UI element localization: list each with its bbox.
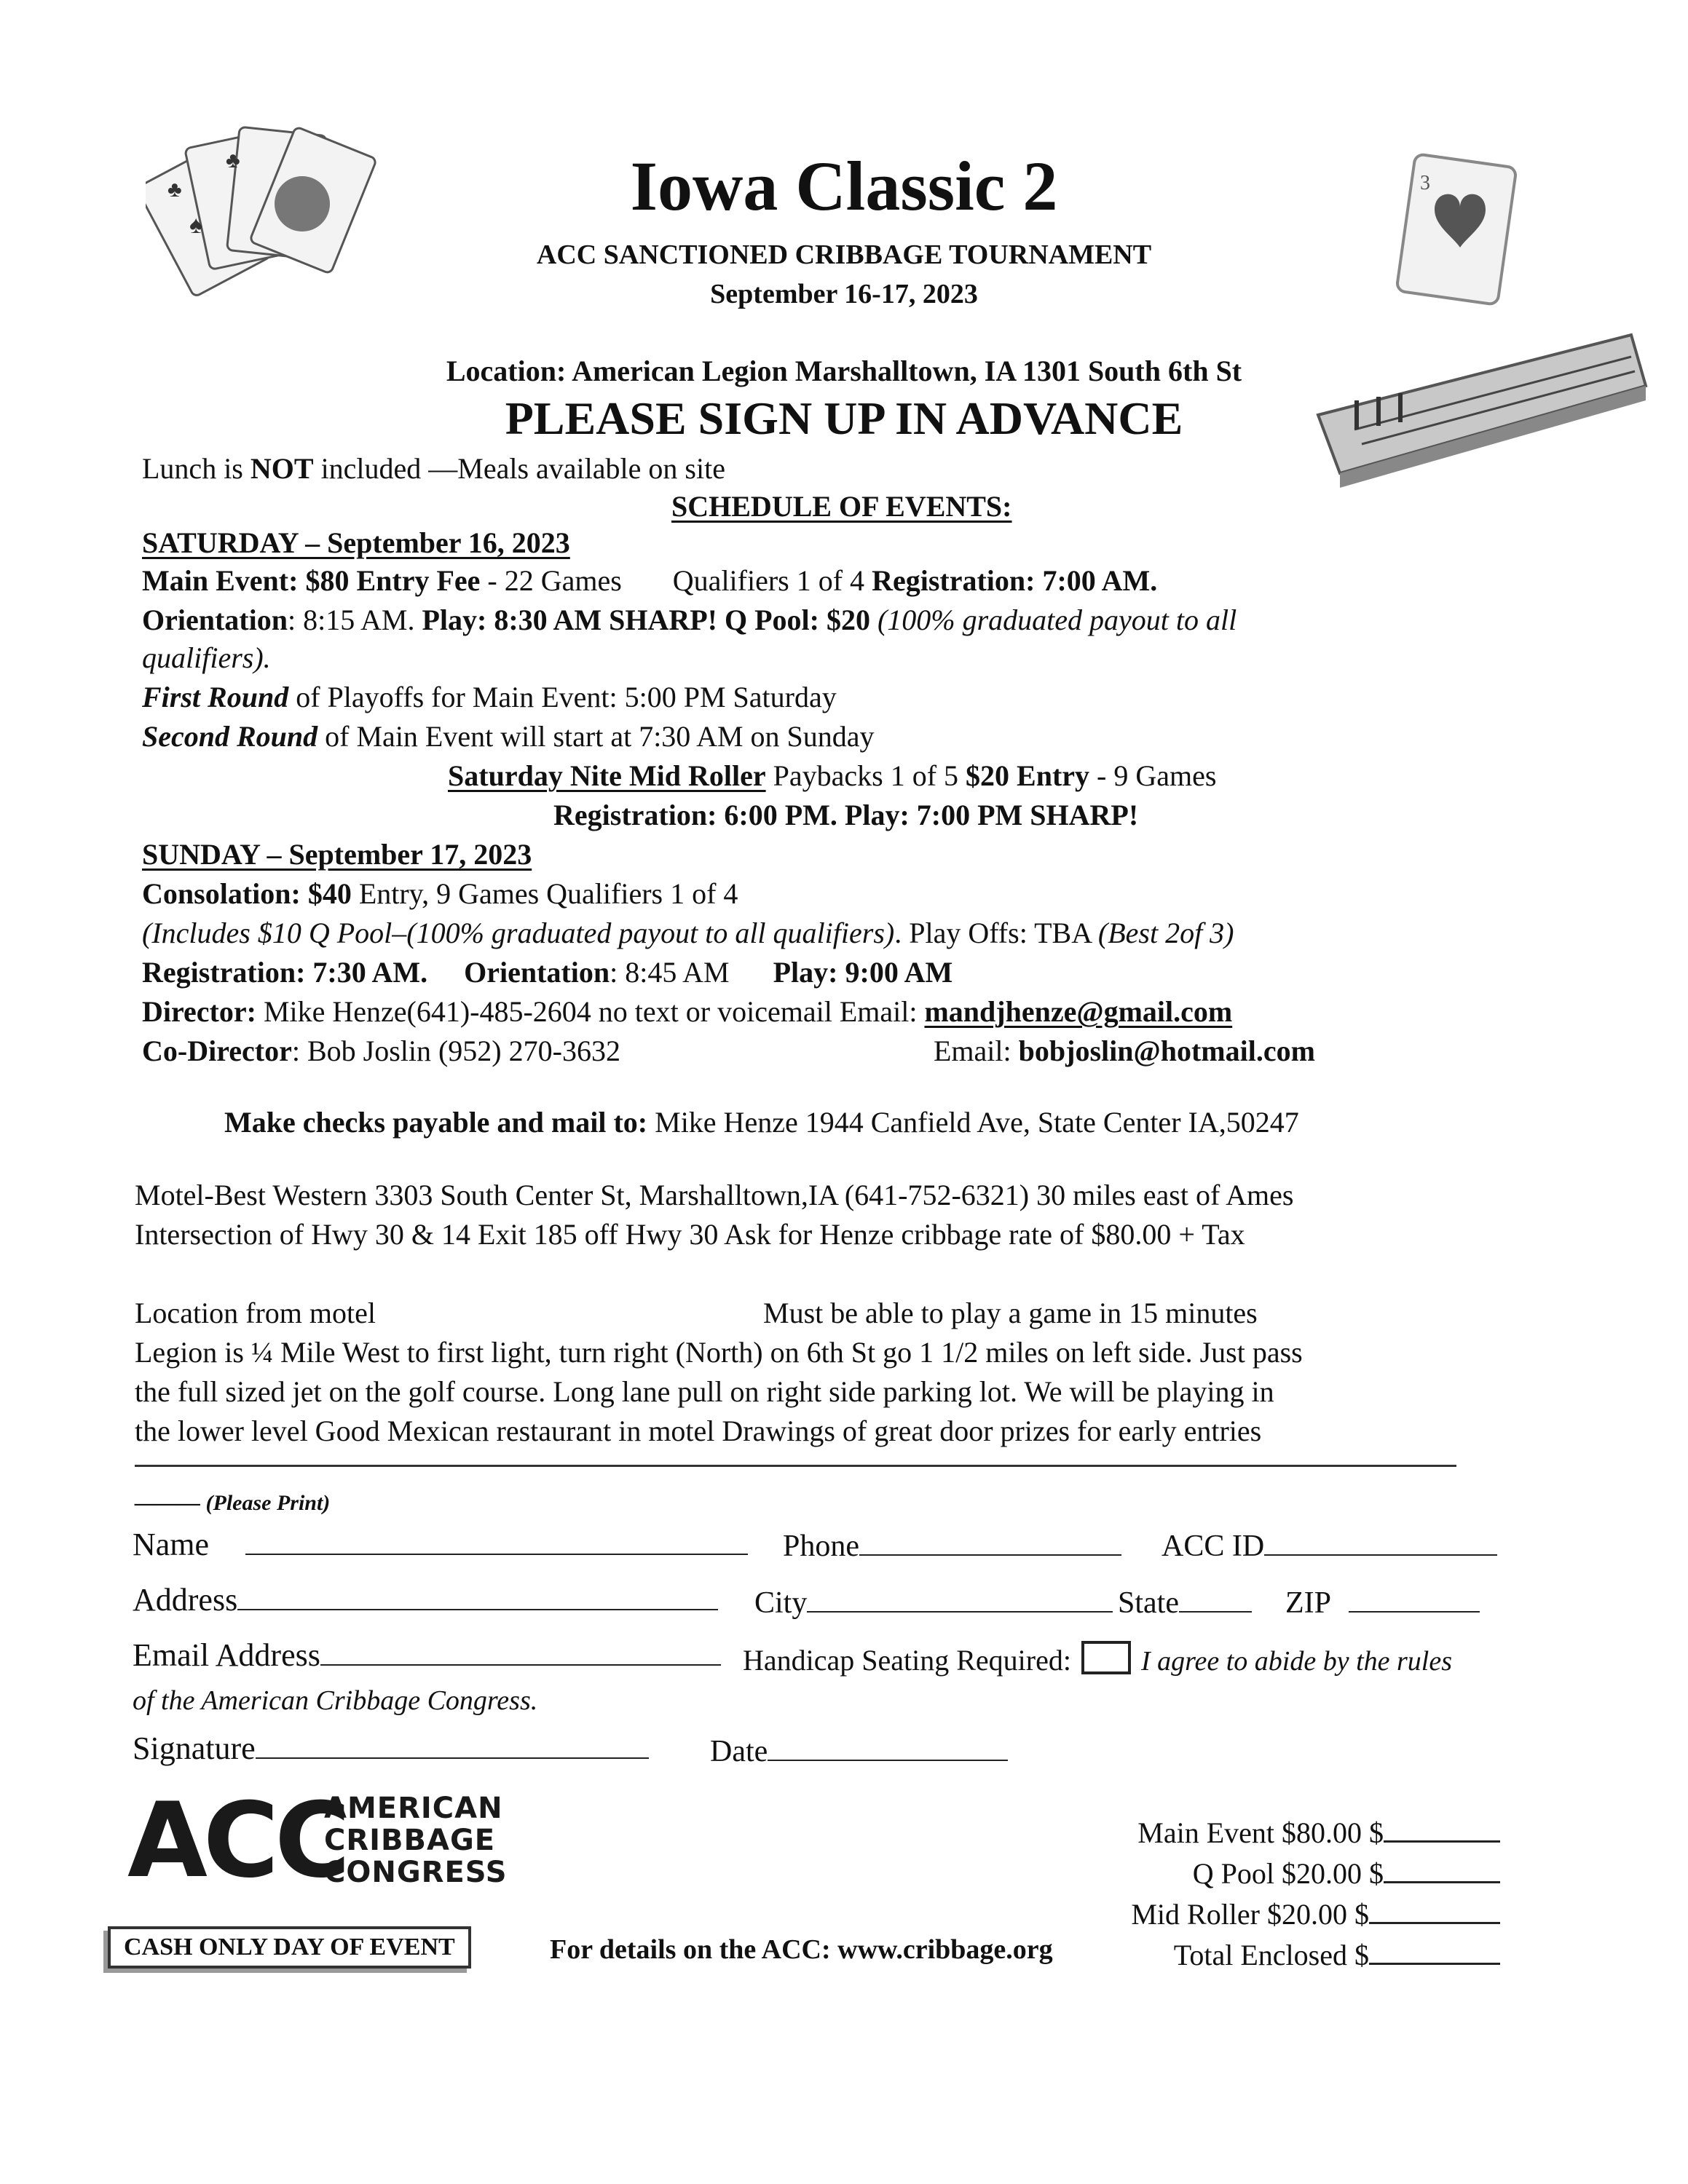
date-field[interactable]: Date — [710, 1734, 1008, 1769]
state-field[interactable]: State — [1118, 1586, 1252, 1621]
svg-text:♣: ♣ — [226, 149, 240, 173]
city-field[interactable]: City — [754, 1586, 1113, 1621]
motel-line-2: Intersection of Hwy 30 & 14 Exit 185 off Hwy 30 Ask for Henze cribbage rate of $80.00 + Tax — [135, 1218, 1245, 1251]
page-title: Iowa Classic 2 — [630, 147, 1058, 225]
acc-logo — [127, 1781, 508, 1901]
acc-logo-letters: ACC — [127, 1781, 347, 1901]
event-dates: September 16-17, 2023 — [710, 279, 978, 309]
please-print-label: ——— (Please Print) — [135, 1491, 331, 1515]
director-line: Director: Mike Henze(641)-485-2604 no text or voicemail Email: mandjhenze@gmail.com — [142, 995, 1233, 1028]
agree-rules-cont: of the American Cribbage Congress. — [133, 1685, 538, 1716]
cut-line-divider — [135, 1465, 1456, 1467]
director-email-link[interactable]: mandjhenze@gmail.com — [924, 995, 1233, 1028]
handicap-checkbox[interactable] — [1081, 1641, 1131, 1674]
directions-label: Location from motel — [135, 1297, 376, 1329]
consolation-line: Consolation: $40 Entry, 9 Games Qualifiers 1 of 4 — [142, 877, 738, 910]
name-input-line[interactable] — [245, 1532, 748, 1555]
mid-roller-registration: Registration: 6:00 PM. Play: 7:00 PM SHARP! — [553, 799, 1139, 831]
second-round-line: Second Round of Main Event will start at 7:30 AM on Sunday — [142, 720, 875, 753]
email-field[interactable]: Email Address — [133, 1637, 721, 1674]
codirector-email-line: Email: bobjoslin@hotmail.com — [934, 1034, 1315, 1067]
acc-id-input-line[interactable] — [1264, 1532, 1497, 1556]
fee-mid-roller[interactable]: Mid Roller $20.00 $ — [1078, 1894, 1500, 1935]
acc-details-line: For details on the ACC: www.cribbage.org — [550, 1934, 1053, 1965]
payout-note-cont: qualifiers). — [142, 641, 271, 674]
codirector-line: Co-Director: Bob Joslin (952) 270-3632 — [142, 1034, 620, 1067]
signature-field[interactable]: Signature — [133, 1730, 649, 1767]
acc-id-field[interactable]: ACC ID — [1162, 1529, 1497, 1564]
fee-summary — [1078, 1813, 1500, 1976]
phone-input-line[interactable] — [859, 1532, 1121, 1556]
directions-line-1: Legion is ¼ Mile West to first light, turn right (North) on 6th St go 1 1/2 miles on left side. Just pass — [135, 1336, 1303, 1369]
svg-text:♣: ♣ — [167, 178, 182, 202]
address-input-line[interactable] — [237, 1587, 718, 1610]
payment-line: Make checks payable and mail to: Mike Henze 1944 Canfield Ave, State Center IA,50247 — [224, 1106, 1299, 1139]
main-event-line: Main Event: $80 Entry Fee - 22 Games Qualifiers 1 of 4 Registration: 7:00 AM. — [142, 564, 1158, 597]
lunch-note: Lunch is NOT included —Meals available on site — [142, 452, 725, 485]
signup-banner: PLEASE SIGN UP IN ADVANCE — [505, 392, 1183, 444]
svg-text:♠: ♠ — [189, 212, 203, 239]
city-input-line[interactable] — [807, 1589, 1113, 1613]
subtitle: ACC SANCTIONED CRIBBAGE TOURNAMENT — [536, 240, 1152, 270]
svg-text:3: 3 — [1420, 172, 1430, 194]
date-input-line[interactable] — [768, 1738, 1008, 1761]
mid-roller-line: Saturday Nite Mid Roller Paybacks 1 of 5 $20 Entry - 9 Games — [448, 759, 1217, 792]
zip-input-line[interactable] — [1349, 1589, 1480, 1613]
location-line: Location: American Legion Marshalltown, IA 1301 South 6th St — [446, 355, 1242, 387]
saturday-heading: SATURDAY – September 16, 2023 — [142, 526, 570, 559]
email-input-line[interactable] — [320, 1642, 721, 1666]
time-limit-note: Must be able to play a game in 15 minutes — [763, 1297, 1258, 1329]
sunday-heading: SUNDAY – September 17, 2023 — [142, 838, 532, 871]
directions-line-2: the full sized jet on the golf course. Long lane pull on right side parking lot. We will be playing in — [135, 1375, 1274, 1408]
state-input-line[interactable] — [1179, 1589, 1252, 1613]
zip-field[interactable]: ZIP — [1285, 1586, 1480, 1621]
directions-line-3: the lower level Good Mexican restaurant in motel Drawings of great door prizes for early entries — [135, 1415, 1262, 1447]
acc-logo-text: AMERICAN CRIBBAGE CONGRESS — [324, 1792, 508, 1889]
includes-line: (Includes $10 Q Pool–(100% graduated payout to all qualifiers). Play Offs: TBA (Best 2of 3) — [142, 917, 1234, 949]
orientation-line: Orientation: 8:15 AM. Play: 8:30 AM SHARP! Q Pool: $20 (100% graduated payout to all — [142, 604, 1237, 636]
fee-main-event[interactable]: Main Event $80.00 $ — [1078, 1813, 1500, 1853]
fee-q-pool[interactable]: Q Pool $20.00 $ — [1078, 1853, 1500, 1894]
name-field[interactable]: Name — [133, 1526, 748, 1563]
handicap-field: Handicap Seating Required: I agree to abide by the rules — [743, 1641, 1452, 1677]
address-field[interactable]: Address — [133, 1581, 718, 1618]
sunday-times-line: Registration: 7:30 AM. Orientation: 8:45 AM Play: 9:00 AM — [142, 956, 953, 989]
signature-input-line[interactable] — [256, 1736, 649, 1759]
schedule-heading: SCHEDULE OF EVENTS: — [671, 490, 1012, 523]
fee-total[interactable]: Total Enclosed $ — [1078, 1935, 1500, 1976]
first-round-line: First Round of Playoffs for Main Event: 5:00 PM Saturday — [142, 681, 837, 713]
cash-only-box: CASH ONLY DAY OF EVENT — [108, 1926, 471, 1969]
codirector-email-link[interactable]: bobjoslin@hotmail.com — [1018, 1034, 1315, 1067]
motel-line-1: Motel-Best Western 3303 South Center St, Marshalltown,IA (641-752-6321) 30 miles east of Ames — [135, 1179, 1294, 1211]
phone-field[interactable]: Phone — [783, 1529, 1121, 1564]
